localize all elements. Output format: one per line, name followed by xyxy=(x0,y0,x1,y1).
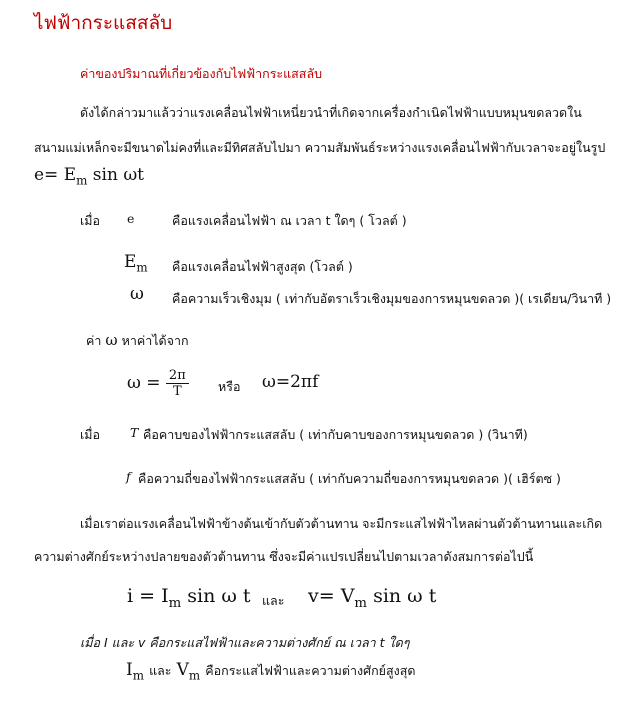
definition-omega: คือความเร็วเชิงมุม ( เท่ากับอัตราเร็วเชิงมุมของการหมุนขดลวด )( เรเดียน/วินาที ) xyxy=(172,291,612,306)
omega-intro-post: หาค่าได้จาก xyxy=(121,333,189,348)
omega-fraction xyxy=(166,368,189,399)
emf-equation-lhs: e= E xyxy=(34,165,77,185)
symbol-omega: ω xyxy=(130,284,144,304)
symbol-im-letter: I xyxy=(126,660,133,680)
symbol-f: f xyxy=(126,469,131,484)
emf-equation xyxy=(34,165,144,187)
resistor-paragraph-line-2: ความต่างศักย์ระหว่างปลายของตัวต้านทาน ซึ่งจะมีค่าแปรเปลี่ยนไปตามเวลาดังสมการต่อไปนี้ xyxy=(34,549,534,564)
symbol-im-subscript: m xyxy=(132,668,144,683)
voltage-equation xyxy=(308,585,436,611)
where-note-3: เมื่อ I และ v คือกระแสไฟฟ้าและความต่างศักย์ ณ เวลา t ใดๆ xyxy=(80,635,410,650)
symbol-vm xyxy=(176,660,201,683)
or-label: หรือ xyxy=(218,379,241,394)
symbol-vm-subscript: m xyxy=(188,668,201,683)
voltage-equation-subscript: m xyxy=(354,595,368,611)
omega-equation-lhs: ω = xyxy=(127,373,161,393)
intro-paragraph-line-2: สนามแม่เหล็กจะมีขนาดไม่คงที่และมีทิศสลับไปมา ความสัมพันธ์ระหว่างแรงเคลื่อนไฟฟ้ากับเวลาจะอยู่ในรูป xyxy=(34,140,606,155)
where-label-2: เมื่อ xyxy=(80,427,101,442)
definition-t: คือคาบของไฟฟ้ากระแสสลับ ( เท่ากับคาบของการหมุนขดลวด ) (วินาที) xyxy=(143,427,528,442)
emf-equation-rhs: sin ωt xyxy=(87,165,145,185)
symbol-im xyxy=(126,660,144,683)
current-equation-lhs: i = I xyxy=(127,585,169,607)
final-definition-text: คือกระแสไฟฟ้าและความต่างศักย์สูงสุด xyxy=(205,663,416,678)
current-equation-subscript: m xyxy=(168,595,182,611)
omega-intro-pre: ค่า xyxy=(86,333,102,348)
page-title: ไฟฟ้ากระแสสลับ xyxy=(34,12,173,34)
resistor-paragraph-line-1: เมื่อเราต่อแรงเคลื่อนไฟฟ้าข้างต้นเข้ากับตัวต้านทาน จะมีกระแสไฟฟ้าไหลผ่านตัวต้านทานและเกิด xyxy=(80,516,603,531)
voltage-equation-lhs: v= V xyxy=(308,585,355,607)
omega-equation xyxy=(127,368,189,399)
and-label: และ xyxy=(262,593,285,608)
final-and-label: และ xyxy=(149,663,172,678)
section-subtitle: ค่าของปริมาณที่เกี่ยวข้องกับไฟฟ้ากระแสสลับ xyxy=(80,66,323,81)
symbol-vm-letter: V xyxy=(176,660,189,680)
symbol-em-subscript: m xyxy=(136,260,148,275)
omega-fraction-denominator: T xyxy=(173,384,182,399)
intro-paragraph-line-1: ดังได้กล่าวมาแล้วว่าแรงเคลื่อนไฟฟ้าเหนี่ยวนำที่เกิดจากเครื่องกำเนิดไฟฟ้าแบบหมุนขดลวดใน xyxy=(80,105,582,120)
definition-f: คือความถี่ของไฟฟ้ากระแสสลับ ( เท่ากับความถี่ของการหมุนขดลวด )( เฮิร์ตซ ) xyxy=(138,471,561,486)
omega-fraction-numerator: 2π xyxy=(166,368,189,384)
where-label-1: เมื่อ xyxy=(80,213,101,228)
definition-em: คือแรงเคลื่อนไฟฟ้าสูงสุด (โวลต์ ) xyxy=(172,259,353,274)
voltage-equation-rhs: sin ω t xyxy=(367,585,437,607)
current-equation xyxy=(127,585,251,611)
current-equation-rhs: sin ω t xyxy=(181,585,251,607)
symbol-em xyxy=(124,252,148,274)
symbol-e: e xyxy=(127,211,135,226)
symbol-em-letter: E xyxy=(124,252,137,272)
definition-e: คือแรงเคลื่อนไฟฟ้า ณ เวลา t ใดๆ ( โวลต์ ) xyxy=(172,213,407,228)
final-definition xyxy=(126,660,415,682)
omega-intro xyxy=(86,331,189,351)
symbol-t: T xyxy=(130,425,139,440)
emf-equation-subscript: m xyxy=(76,173,88,188)
omega-intro-symbol: ω xyxy=(105,331,118,349)
omega-alt-equation: ω=2πf xyxy=(262,372,319,392)
